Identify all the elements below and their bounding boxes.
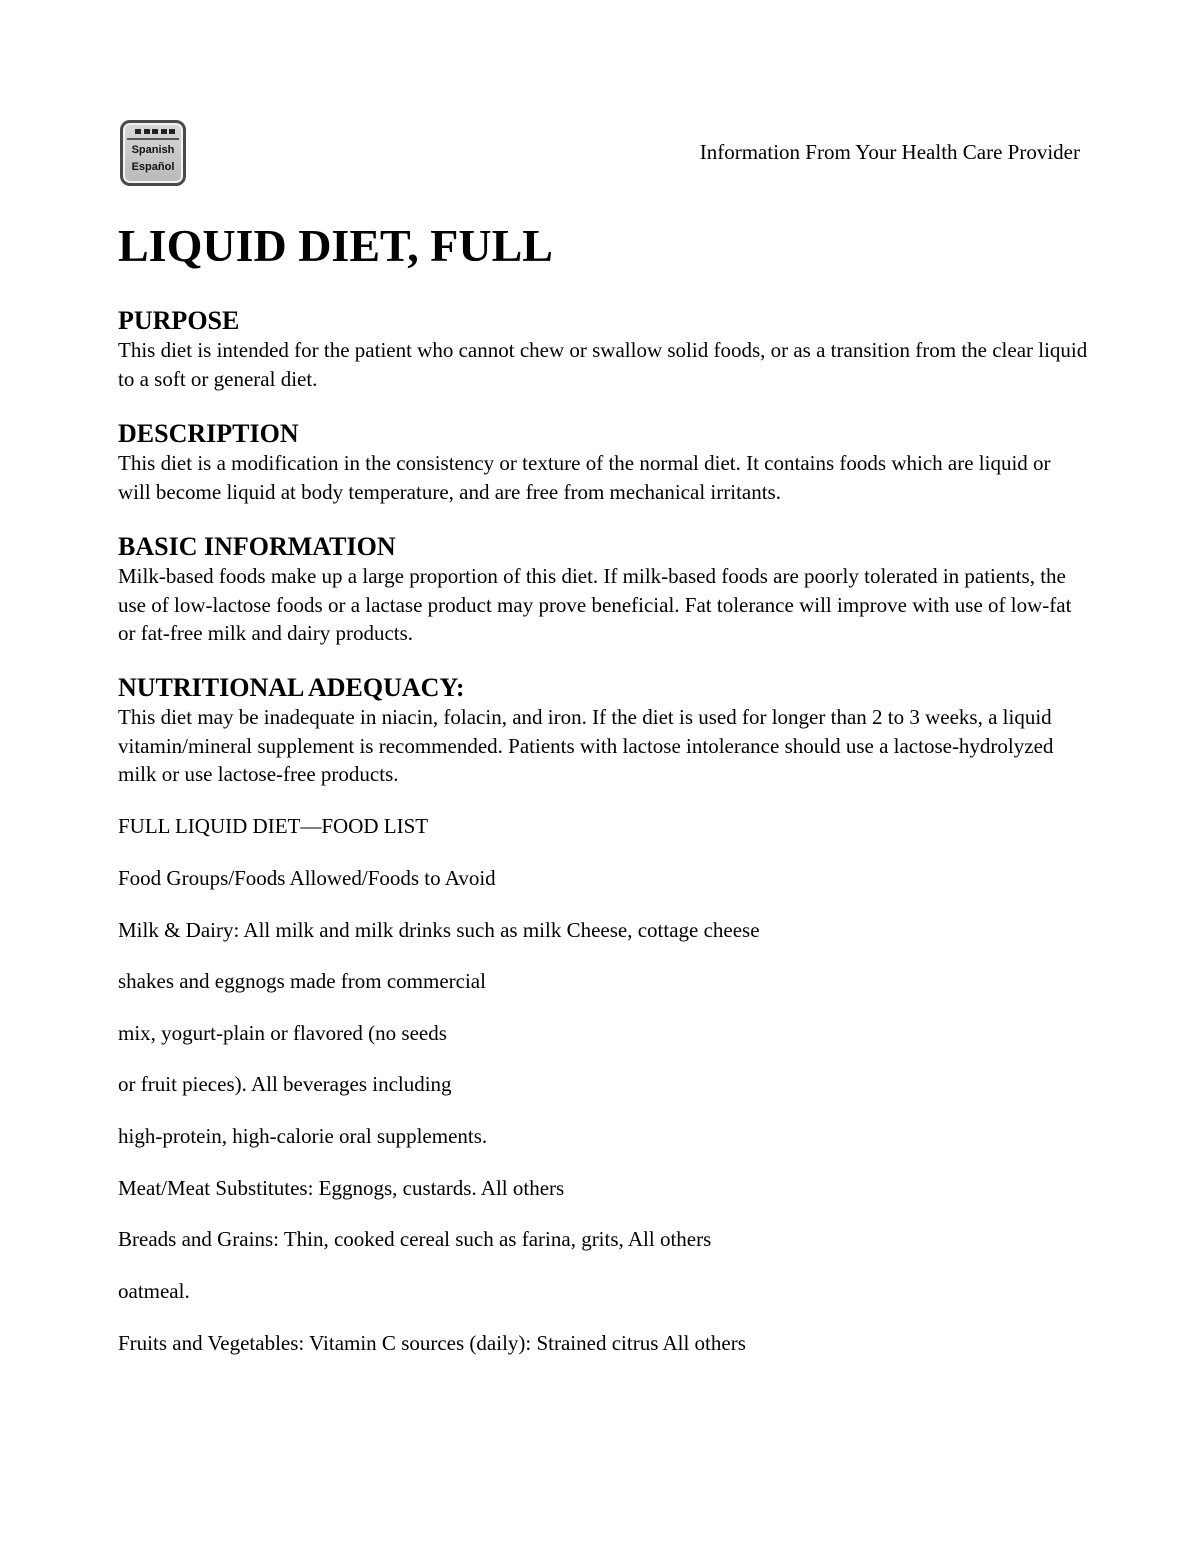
- food-list-title: FULL LIQUID DIET—FOOD LIST: [118, 814, 429, 838]
- section-basic-information: [118, 532, 1088, 648]
- badge-divider: [127, 138, 179, 140]
- food-list-line: Meat/Meat Substitutes: Eggnogs, custards. All others: [118, 1176, 565, 1200]
- food-list-line: oatmeal.: [118, 1279, 190, 1303]
- section-body: This diet may be inadequate in niacin, folacin, and iron. If the diet is used for longer than 2 to 3 weeks, a liquid vitamin/mineral supplement is recommended. Patients with lactose intolerance should use a lactose-hydrolyzed milk or use lactose-free products.: [118, 705, 1054, 786]
- section-body: Milk-based foods make up a large proportion of this diet. If milk-based foods are poorly tolerated in patients, the use of low-lactose foods or a lactase product may prove beneficial. Fat tolerance will improve with use of low-fat or fat-free milk and dairy products.: [118, 564, 1072, 645]
- food-list-line: or fruit pieces). All beverages including: [118, 1072, 452, 1096]
- page-title: LIQUID DIET, FULL: [118, 220, 553, 271]
- food-list-line: Fruits and Vegetables: Vitamin C sources (daily): Strained citrus All others: [118, 1331, 746, 1355]
- badge-label-espanol: Español: [131, 161, 175, 173]
- badge-dots: [135, 129, 175, 134]
- section-heading: NUTRITIONAL ADEQUACY:: [118, 673, 465, 702]
- section-heading: BASIC INFORMATION: [118, 532, 396, 561]
- section-body: This diet is intended for the patient who cannot chew or swallow solid foods, or as a transition from the clear liquid to a soft or general diet.: [118, 338, 1088, 391]
- section-nutritional-adequacy: [118, 673, 1088, 789]
- food-list-header: Food Groups/Foods Allowed/Foods to Avoid: [118, 866, 496, 890]
- food-list-line: high-protein, high-calorie oral supplements.: [118, 1124, 488, 1148]
- section-body: This diet is a modification in the consistency or texture of the normal diet. It contains foods which are liquid or will become liquid at body temperature, and are free from mechanical irritants.: [118, 451, 1051, 504]
- section-purpose: [118, 306, 1088, 393]
- spanish-language-icon[interactable]: [120, 120, 186, 186]
- badge-label-spanish: Spanish: [131, 144, 175, 156]
- section-heading: DESCRIPTION: [118, 419, 299, 448]
- section-description: [118, 419, 1088, 506]
- provider-header: Information From Your Health Care Provider: [699, 140, 1080, 164]
- food-list-line: shakes and eggnogs made from commercial: [118, 969, 486, 993]
- food-list-line: Breads and Grains: Thin, cooked cereal such as farina, grits, All others: [118, 1227, 712, 1251]
- section-heading: PURPOSE: [118, 306, 240, 335]
- food-list-line: mix, yogurt-plain or flavored (no seeds: [118, 1021, 447, 1045]
- food-list-line: Milk & Dairy: All milk and milk drinks such as milk Cheese, cottage cheese: [118, 918, 760, 942]
